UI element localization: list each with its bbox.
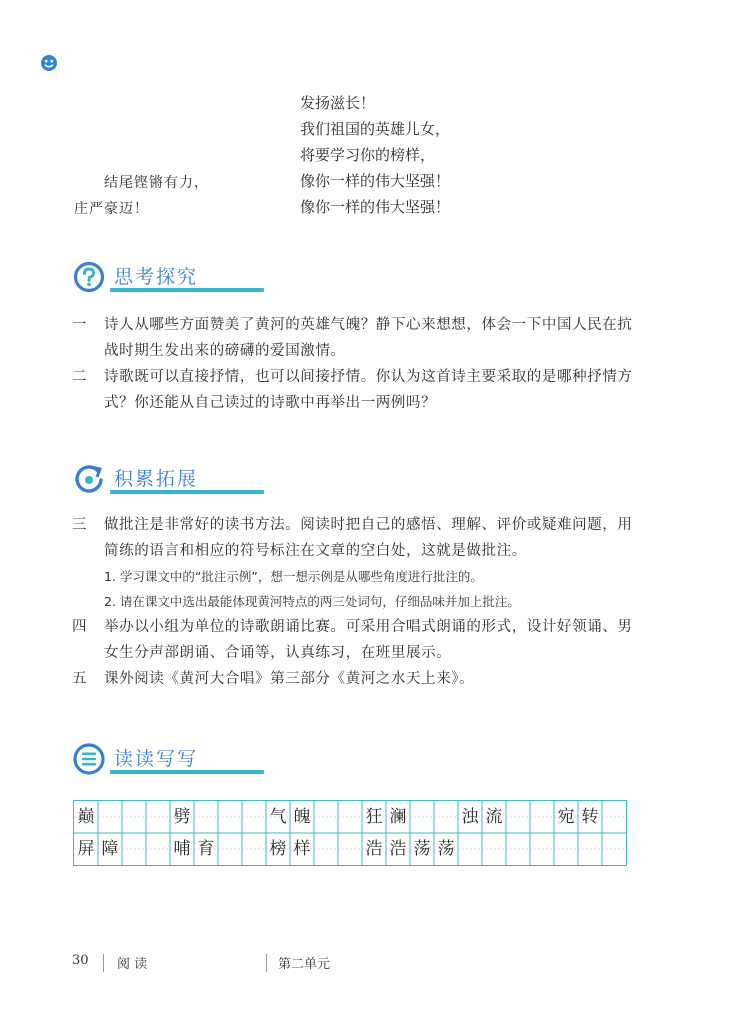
grid-character: 浊 <box>461 807 479 827</box>
question-number: 五 <box>72 671 87 687</box>
margin-annotation: 庄严豪迈！ <box>74 201 149 217</box>
section-underline <box>110 288 264 292</box>
grid-character: 狂 <box>365 807 383 827</box>
section-underline <box>110 490 264 494</box>
grid-character: 育 <box>197 839 215 859</box>
footer-unit: 第二单元 <box>278 957 331 972</box>
grid-character: 魄 <box>293 807 311 827</box>
grid-character: 样 <box>293 839 311 859</box>
grid-character: 哺 <box>173 839 191 859</box>
question-text: 诗人从哪些方面赞美了黄河的英雄气魄？静下心来想想，体会一下中国人民在抗战时期生发出来的磅礴的爱国激情。 <box>104 317 633 359</box>
question-number: 三 <box>72 517 87 533</box>
grid-character: 榜 <box>269 839 287 859</box>
section-title: 思考探究 <box>114 266 199 288</box>
question-item <box>72 512 652 564</box>
question-text: 做批注是非常好的读书方法。阅读时把自己的感悟、理解、评价或疑难问题，用简练的语言和相应的符号标注在文章的空白处，这就是做批注。 <box>104 517 633 559</box>
grid-character: 荡 <box>413 839 431 859</box>
question-text: 诗歌既可以直接抒情，也可以间接抒情。你认为这首诗主要采取的是哪种抒情方式？你还能从自己读过的诗歌中再举出一两例吗？ <box>104 369 633 411</box>
section-header-read-write <box>72 740 272 780</box>
section-title: 积累拓展 <box>114 468 199 490</box>
grid-character: 气 <box>269 807 287 827</box>
footer-section: 阅 读 <box>117 957 148 972</box>
refresh-arrow-icon <box>72 462 106 496</box>
grid-character: 劈 <box>173 807 191 827</box>
section-header-think <box>72 258 272 298</box>
grid-character: 浩 <box>365 839 383 859</box>
grid-character: 屏 <box>77 839 95 859</box>
question-item <box>72 666 652 692</box>
grid-character: 浩 <box>389 839 407 859</box>
question-item <box>72 312 652 364</box>
sub-item: 1. 学习课文中的“批注示例”，想一想示例是从哪些角度进行批注的。 <box>104 569 483 584</box>
question-number: 一 <box>72 317 87 333</box>
grid-character: 巅 <box>77 807 95 827</box>
poem-line: 像你一样的伟大坚强！ <box>300 198 451 216</box>
poem-line: 将要学习你的榜样， <box>300 146 436 164</box>
question-text: 课外阅读《黄河大合唱》第三部分《黄河之水天上来》。 <box>104 671 475 687</box>
footer-divider <box>266 954 267 972</box>
question-item <box>72 614 652 666</box>
poem-line: 我们祖国的英雄儿女， <box>300 120 451 138</box>
question-item <box>72 364 652 416</box>
vocab-writing-grid <box>73 800 627 866</box>
grid-character: 宛 <box>557 807 575 827</box>
poem-line: 发扬滋长！ <box>300 94 376 112</box>
grid-character: 澜 <box>389 807 407 827</box>
section-header-accumulate <box>72 460 272 500</box>
footer-divider <box>103 954 104 972</box>
question-mark-icon <box>72 260 106 294</box>
smiley-icon <box>40 54 58 72</box>
grid-character: 转 <box>581 807 599 827</box>
grid-lines <box>74 801 626 865</box>
question-number: 四 <box>72 619 87 635</box>
sub-item: 2. 请在课文中选出最能体现黄河特点的两三处词句，仔细品味并加上批注。 <box>104 594 520 609</box>
question-text: 举办以小组为单位的诗歌朗诵比赛。可采用合唱式朗诵的形式，设计好领诵、男女生分声部朗诵、合诵等，认真练习，在班里展示。 <box>104 619 633 661</box>
grid-character: 流 <box>485 807 503 827</box>
question-number: 二 <box>72 369 87 385</box>
margin-annotation: 结尾铿锵有力， <box>104 175 209 191</box>
section-title: 读读写写 <box>114 748 199 770</box>
grid-character: 障 <box>101 839 119 859</box>
list-lines-icon <box>72 742 106 776</box>
page-number: 30 <box>72 953 89 968</box>
grid-character: 荡 <box>437 839 455 859</box>
poem-line: 像你一样的伟大坚强！ <box>300 172 451 190</box>
section-underline <box>110 770 264 774</box>
